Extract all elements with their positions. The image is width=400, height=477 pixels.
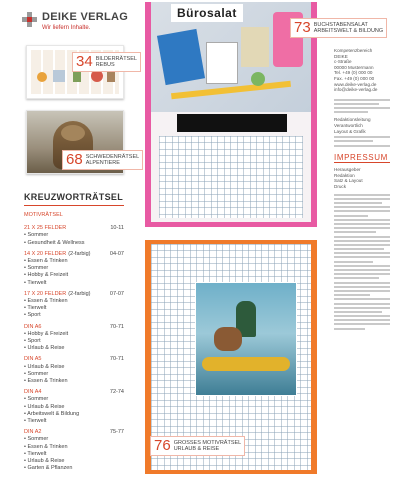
index-topic: • Sommer (24, 265, 49, 272)
imprint-column (334, 48, 390, 332)
index-group-title: 14 X 20 FELDER (24, 250, 67, 257)
index-group-title: DIN A2 (24, 429, 42, 436)
index-group (24, 291, 124, 320)
index-page-range: 10-11 (110, 225, 124, 232)
index-topic: • Essen & Trinken (24, 443, 68, 450)
publisher-tagline: Wir liefern Inhalte. (42, 25, 91, 31)
index-group (24, 429, 124, 472)
contact-line: Tel. +49 (0) 000 00 (334, 70, 373, 76)
impressum-line: Redaktion (334, 172, 355, 178)
index-page-range: 70-71 (109, 356, 124, 363)
impressum-lines (334, 167, 390, 189)
alpine-animals-label-2: ALPENTIERE (85, 160, 120, 166)
travel-callout (150, 436, 245, 456)
alpine-animals-label-1: SCHWEDENRÄTSEL (85, 154, 140, 160)
index-topic: • Sport (24, 312, 41, 319)
travel-page-number: 76 (154, 437, 171, 454)
letter-grid[interactable] (159, 136, 303, 218)
index-group-label: MOTIVRÄTSEL (24, 212, 63, 218)
index-topic: • Gesundheit & Wellness (24, 239, 85, 246)
rebus-page-number: 34 (76, 53, 93, 70)
index-group (24, 251, 124, 287)
logo-mark-icon (22, 12, 38, 28)
index-topic: • Sommer (24, 370, 49, 377)
index-topic: • Sommer (24, 396, 49, 403)
index-group (24, 356, 124, 385)
index-topic: • Sommer (24, 232, 49, 239)
index-topic: • Hobby & Freizeit (24, 272, 69, 279)
index-topic: • Tierwelt (24, 450, 47, 457)
index-topic: • Essen & Trinken (24, 258, 68, 265)
index-topic: • Tierwelt (24, 418, 47, 425)
index-group-title: DIN A4 (24, 389, 42, 396)
index-group-extra: (2-farbig) (68, 250, 91, 257)
index-topic: • Sommer (24, 436, 49, 443)
index-page-range: 07-07 (109, 290, 124, 297)
index-group-title: DIN A5 (24, 356, 42, 363)
rebus-label-1: BILDERRÄTSEL (95, 56, 137, 62)
contact-line: 00000 Mustermann (334, 64, 374, 70)
contact-line: Kompetenzbereich (334, 48, 373, 53)
impressum-line: Druck (334, 184, 346, 190)
responsibility-line: Layout & Grafik (334, 128, 366, 134)
index-group-title: 21 X 25 FELDER (24, 225, 67, 232)
index-topic: • Essen & Trinken (24, 378, 68, 385)
responsibility-line: Redaktionsleitung (334, 117, 371, 123)
buerosalat-label-1: BUCHSTABENSALAT (313, 22, 368, 28)
index-topic: • Essen & Trinken (24, 298, 68, 305)
instruction-box (177, 114, 287, 132)
index-page-range: 72-74 (109, 389, 124, 396)
contact-line: info@deike-verlag.de (334, 87, 378, 93)
kayak-dog-photo (195, 282, 297, 396)
contact-lines (334, 48, 390, 93)
section-divider (24, 205, 124, 206)
impressum-line: Satz & Layout (334, 178, 363, 184)
contact-line: c-Straße (334, 59, 352, 65)
buerosalat-label-2: ARBEITSWELT & BILDUNG (313, 28, 384, 34)
index-topic: • Tierwelt (24, 279, 47, 286)
travel-label-1: GROSSES MOTIVRÄTSEL (173, 440, 242, 446)
index-page-range: 04-07 (109, 250, 124, 257)
index-topic: • Sport (24, 338, 41, 345)
puzzle-title: Bürosalat (171, 4, 243, 22)
alpine-animals-callout (62, 150, 143, 170)
index-group-title: DIN A6 (24, 323, 42, 330)
impressum-line: Herausgeber (334, 167, 361, 173)
impressum-heading: IMPRESSUM (334, 152, 388, 162)
alpine-animals-page-number: 68 (66, 151, 83, 168)
index-topic: • Urlaub & Reise (24, 363, 65, 370)
index-topic: • Urlaub & Reise (24, 403, 65, 410)
index-group-title: 17 X 20 FELDER (24, 290, 67, 297)
index-group (24, 225, 124, 247)
index-list (24, 225, 124, 472)
travel-label-2: URLAUB & REISE (173, 446, 220, 452)
rebus-callout (72, 52, 141, 72)
index-group-extra: (2-farbig) (68, 290, 91, 297)
section-title: KREUZWORTRÄTSEL (24, 192, 123, 202)
contact-line: Fax. +49 (0) 000 00 (334, 75, 375, 81)
buerosalat-callout (290, 18, 387, 38)
index-page-range: 75-77 (109, 429, 124, 436)
rebus-label-2: REBUS (95, 62, 115, 68)
contact-line: DEIKE (334, 53, 348, 59)
index-topic: • Arbeitswelt & Bildung (24, 410, 80, 417)
index-topic: • Garten & Pflanzen (24, 465, 73, 472)
index-topic: • Urlaub & Reise (24, 458, 65, 465)
index-group (24, 389, 124, 425)
index-topic: • Hobby & Freizeit (24, 330, 69, 337)
index-group (24, 324, 124, 353)
responsibility-lines (334, 117, 390, 134)
contact-line: www.deike-verlag.de (334, 81, 377, 87)
crossword-index (24, 192, 124, 477)
index-topic: • Urlaub & Reise (24, 345, 65, 352)
index-page-range: 70-71 (109, 323, 124, 330)
responsibility-line: Verantwortlich (334, 122, 363, 128)
buerosalat-page-number: 73 (294, 19, 311, 36)
publisher-logo (22, 10, 142, 40)
index-topic: • Tierwelt (24, 305, 47, 312)
publisher-name: DEIKE VERLAG (42, 11, 129, 23)
